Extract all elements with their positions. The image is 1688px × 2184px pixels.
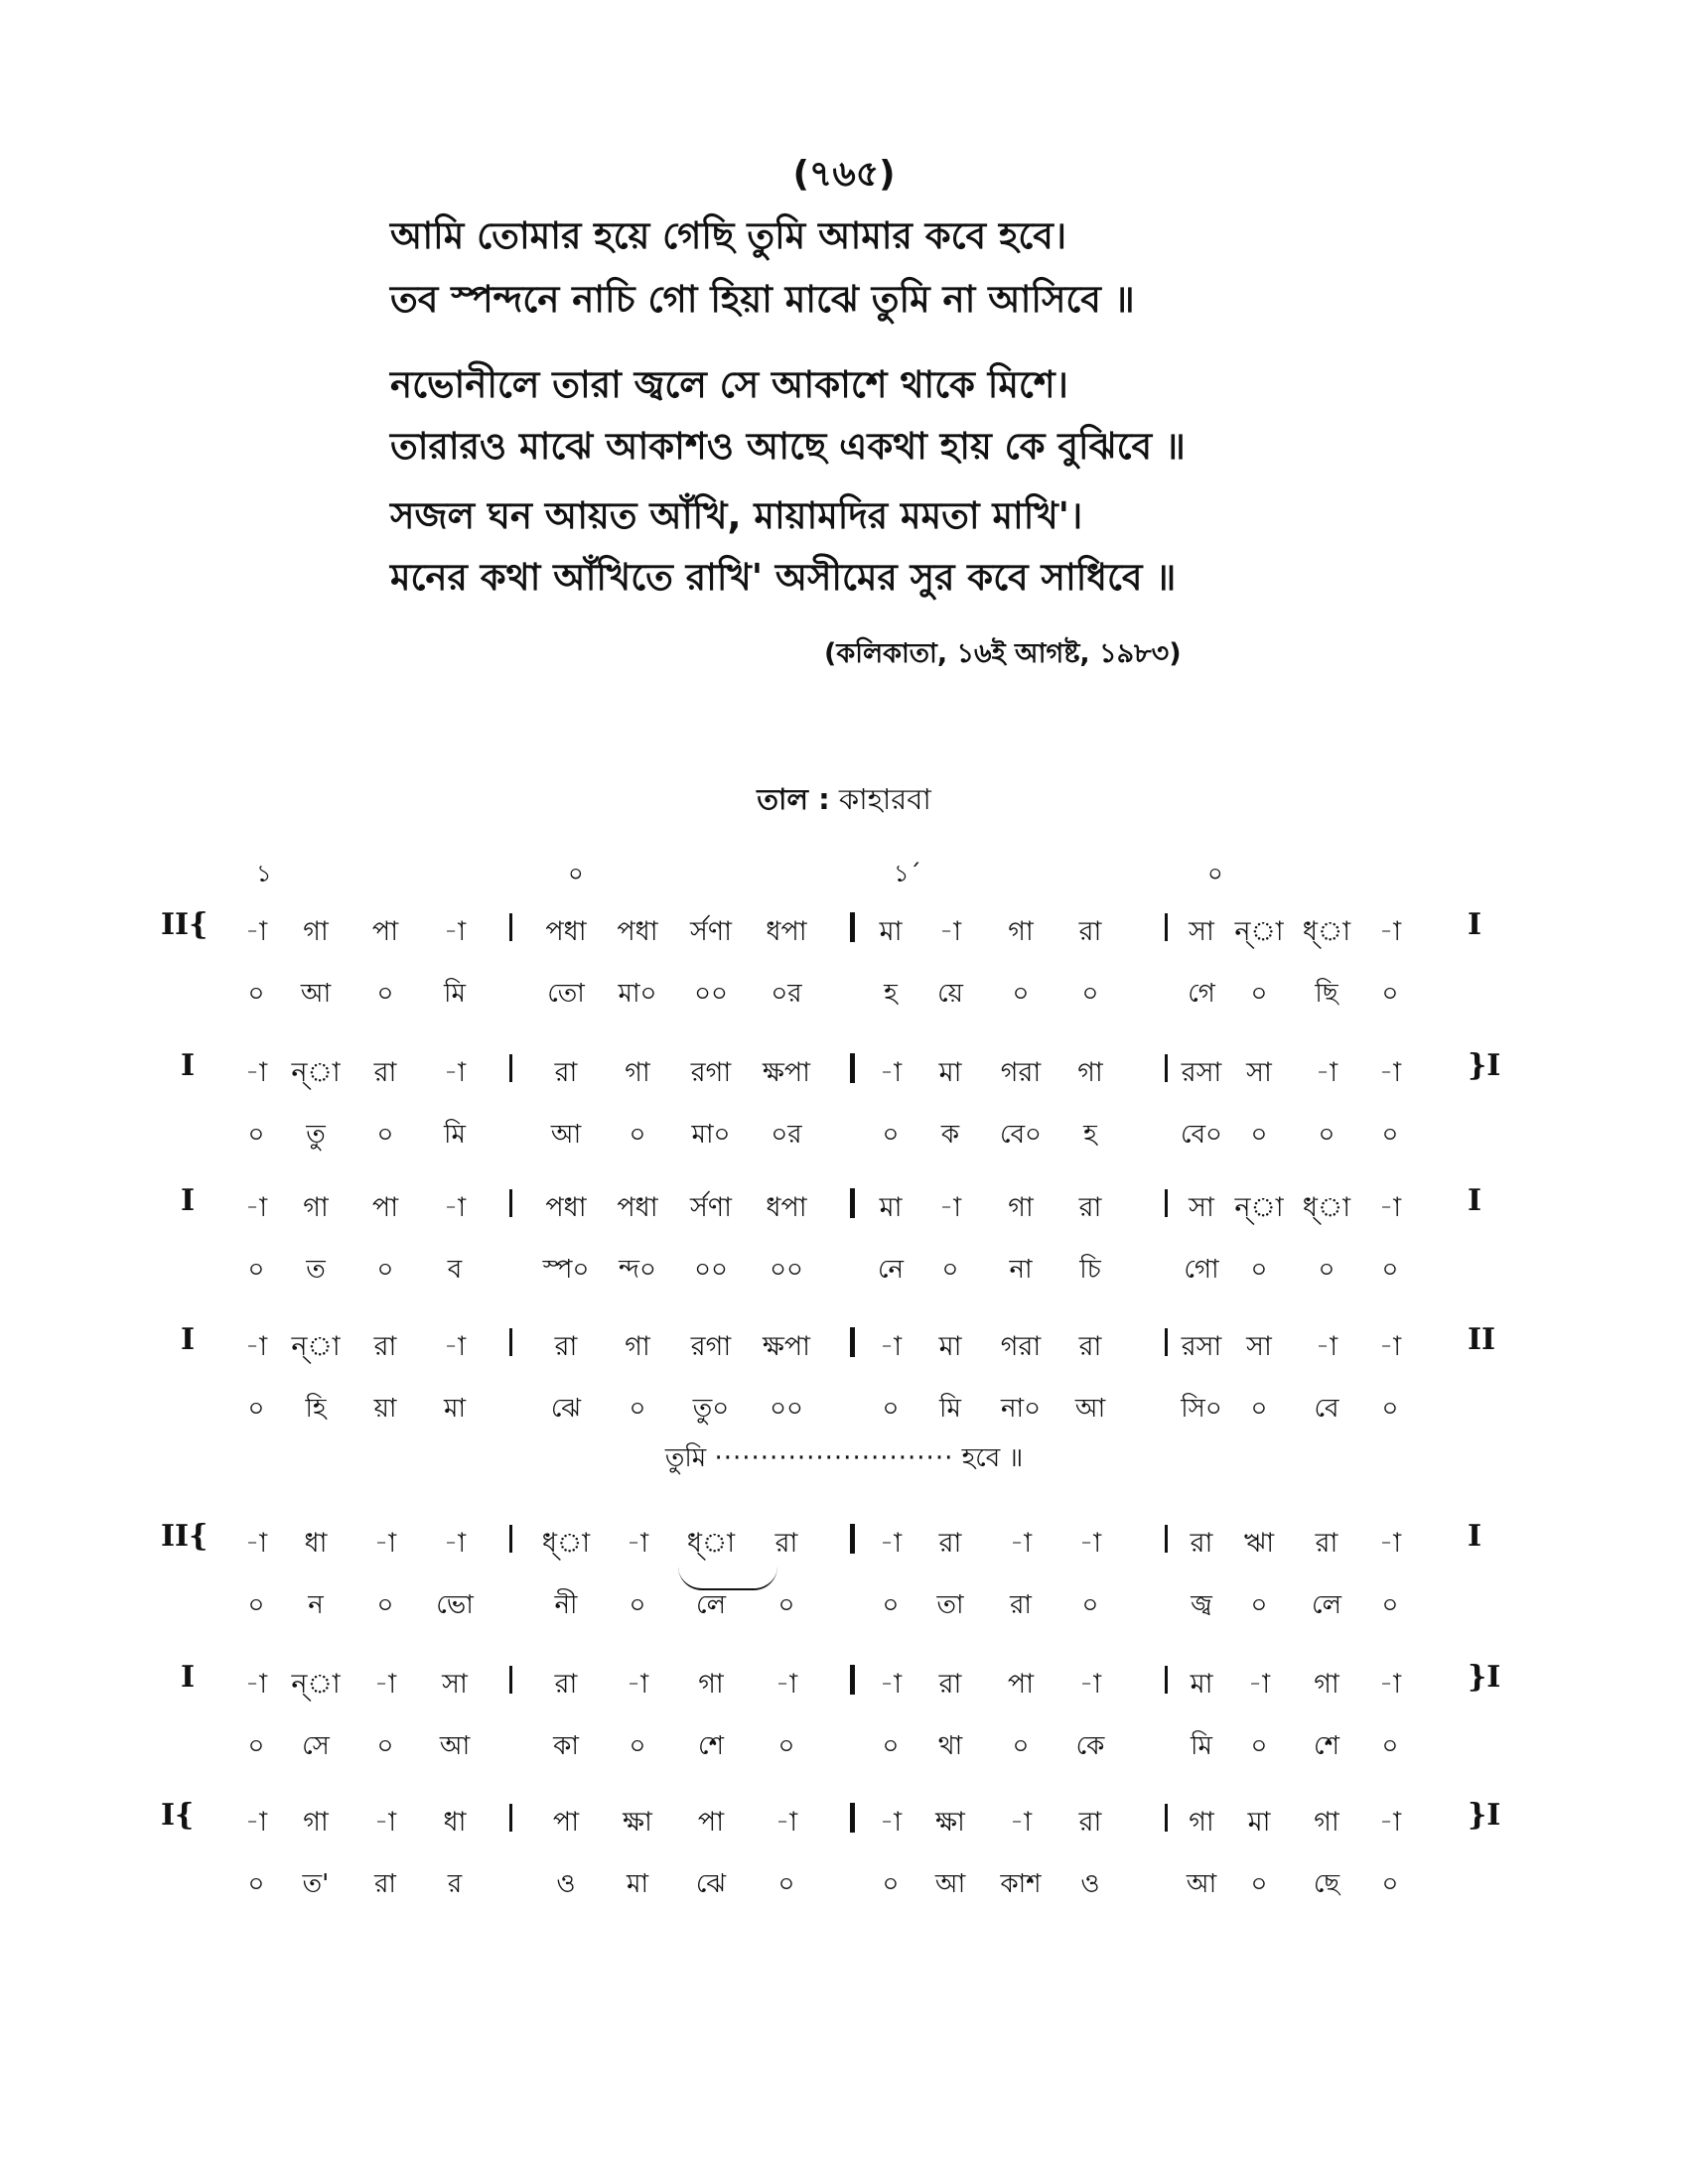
row-start-mark: I: [181, 1048, 196, 1083]
lyric-syllable: কাশ: [1000, 1869, 1042, 1899]
lyric-syllable: স্প০: [542, 1255, 590, 1285]
lyric-syllable: ০: [1250, 1120, 1268, 1150]
section-divider: [850, 1188, 855, 1218]
swara-note: পধা: [545, 916, 587, 947]
lyric-syllable: ও: [1080, 1869, 1100, 1899]
swara-note: রা: [1078, 1807, 1102, 1838]
beat-mark-3: ১´: [894, 860, 921, 887]
row-start-mark: II{: [161, 907, 209, 942]
lyric-syllable: মা: [444, 1394, 466, 1424]
lyric-syllable: র: [447, 1869, 463, 1899]
beat-divider: [509, 1189, 512, 1217]
swara-note: রা: [1078, 1192, 1102, 1223]
swara-note: -া: [244, 1331, 268, 1362]
swara-note: ধ্া: [1302, 1192, 1351, 1223]
lyric-syllable: লে: [696, 1590, 726, 1620]
swara-note: -া: [244, 1807, 268, 1838]
lyric-syllable: ০: [1381, 1255, 1399, 1285]
beat-divider: [1165, 1804, 1168, 1832]
swara-note: রসা: [1181, 1057, 1222, 1088]
beat-divider: [1165, 1054, 1168, 1082]
swara-note: -া: [1378, 1669, 1402, 1700]
swara-note: -া: [1247, 1669, 1271, 1700]
swara-note: রগা: [690, 1331, 732, 1362]
swara-note: রা: [1078, 916, 1102, 947]
lyric-line-3: নভোনীলে তারা জ্বলে সে আকাশে থাকে মিশে।: [390, 363, 1068, 406]
swara-note: পা: [552, 1807, 580, 1838]
beat-divider: [1165, 1328, 1168, 1356]
lyric-line-6: মনের কথা আঁখিতে রাখি' অসীমের সুর কবে সাধিবে ॥: [390, 556, 1177, 599]
lyric-syllable: শে: [1314, 1731, 1339, 1761]
lyric-syllable: সি০: [1181, 1394, 1222, 1424]
section-divider: [850, 1803, 855, 1833]
beat-divider: [509, 1328, 512, 1356]
swara-note: গা: [303, 1192, 329, 1223]
lyric-line-4: তারারও মাঝে আকাশও আছে একথা হায় কে বুঝিবে ॥: [390, 425, 1186, 468]
lyric-syllable: ০০: [694, 979, 728, 1009]
lyric-syllable: কা: [553, 1731, 579, 1761]
swara-note: -া: [626, 1669, 649, 1700]
lyric-syllable: ০: [376, 1590, 394, 1620]
swara-note: ধপা: [766, 916, 807, 947]
lyric-syllable: ব: [447, 1255, 463, 1285]
swara-note: মা: [879, 1192, 903, 1223]
swara-note: -া: [1078, 1669, 1102, 1700]
swara-note: ধপা: [766, 1192, 807, 1223]
tala-name: কাহারবা: [838, 782, 931, 816]
lyric-syllable: ০: [629, 1120, 646, 1150]
swara-note: রা: [938, 1528, 962, 1559]
lyric-syllable: ০: [882, 1731, 900, 1761]
lyric-syllable: মি: [444, 979, 466, 1009]
lyric-syllable: কে: [1075, 1731, 1105, 1761]
row-end-mark: I: [1468, 1183, 1482, 1218]
swara-note: -া: [879, 1331, 903, 1362]
swara-note: গরা: [1000, 1057, 1042, 1088]
lyric-syllable: ০: [1250, 1731, 1268, 1761]
swara-note: -া: [879, 1528, 903, 1559]
swara-note: ন্া: [291, 1331, 341, 1362]
lyric-syllable: ০র: [771, 1120, 802, 1150]
swara-note: রা: [1078, 1331, 1102, 1362]
row-start-mark: II{: [161, 1519, 209, 1554]
swara-note: মা: [879, 916, 903, 947]
swara-note: মা: [938, 1331, 962, 1362]
lyric-line-1: আমি তোমার হয়ে গেছি তুমি আমার কবে হবে।: [390, 214, 1067, 257]
page-number: (৭৬৫): [792, 154, 896, 195]
lyric-syllable: আ: [934, 1869, 966, 1899]
lyric-syllable: মি: [1191, 1731, 1212, 1761]
swara-note: -া: [938, 1192, 962, 1223]
lyric-syllable: শে: [698, 1731, 724, 1761]
lyric-syllable: ০: [247, 1120, 265, 1150]
swara-note: -া: [373, 1807, 397, 1838]
swara-note: গা: [1314, 1669, 1339, 1700]
lyric-syllable: না: [1009, 1255, 1033, 1285]
lyric-syllable: রা: [374, 1869, 396, 1899]
lyric-syllable: হ: [1083, 1120, 1097, 1150]
swara-note: -া: [774, 1807, 798, 1838]
lyric-syllable: ০: [1381, 979, 1399, 1009]
lyric-syllable: আ: [1074, 1394, 1106, 1424]
lyric-syllable: ০: [777, 1590, 795, 1620]
swara-note: পধা: [545, 1192, 587, 1223]
row-end-mark: II: [1468, 1322, 1496, 1357]
interlude-line: [0, 1437, 1688, 1481]
lyric-syllable: ০০: [770, 1394, 803, 1424]
lyric-syllable: তু০: [692, 1394, 730, 1424]
swara-note: সা: [1189, 916, 1214, 947]
lyric-syllable: য়া: [373, 1394, 397, 1424]
swara-note: গা: [1189, 1807, 1214, 1838]
swara-note: রা: [1190, 1528, 1213, 1559]
beat-divider: [509, 1804, 512, 1832]
swara-note: গরা: [1000, 1331, 1042, 1362]
beat-divider: [509, 1054, 512, 1082]
row-start-mark: I: [181, 1660, 196, 1695]
swara-note: -া: [938, 916, 962, 947]
swara-note: ক্ষা: [623, 1807, 652, 1838]
lyric-syllable: ০: [247, 1255, 265, 1285]
lyric-syllable: ত: [306, 1255, 326, 1285]
swara-note: -া: [373, 1669, 397, 1700]
lyric-syllable: জ্ব: [1191, 1590, 1212, 1620]
swara-note: গা: [1008, 916, 1034, 947]
swara-note: গা: [1008, 1192, 1034, 1223]
lyric-syllable: ঝে: [695, 1869, 727, 1899]
swara-note: পা: [697, 1807, 725, 1838]
lyric-syllable: ০: [247, 1394, 265, 1424]
lyric-syllable: থা: [937, 1731, 963, 1761]
lyric-syllable: ০: [1250, 1590, 1268, 1620]
lyric-syllable: আ: [550, 1120, 582, 1150]
swara-note: ক্ষা: [935, 1807, 965, 1838]
lyric-line-2: তব স্পন্দনে নাচি গো হিয়া মাঝে তুমি না আসিবে ॥: [390, 278, 1135, 321]
lyric-syllable: তু: [306, 1120, 326, 1150]
swara-note: গা: [1077, 1057, 1103, 1088]
swara-note: পা: [371, 916, 399, 947]
lyric-syllable: ০: [247, 1869, 265, 1899]
swara-note: -া: [244, 916, 268, 947]
lyric-syllable: ত': [302, 1869, 330, 1899]
row-start-mark: I: [181, 1322, 196, 1357]
lyric-syllable: ০: [1081, 979, 1099, 1009]
swara-note: সা: [442, 1669, 468, 1700]
lyric-syllable: মা০: [691, 1120, 731, 1150]
beat-divider: [509, 1525, 512, 1553]
lyric-syllable: গো: [1184, 1255, 1219, 1285]
section-divider: [850, 1053, 855, 1083]
swara-note: রা: [554, 1331, 578, 1362]
swara-note: -া: [373, 1528, 397, 1559]
swara-note: -া: [1378, 1192, 1402, 1223]
swara-note: গা: [1314, 1807, 1339, 1838]
lyric-syllable: ০: [1318, 1120, 1336, 1150]
slur-mark: [678, 1567, 777, 1590]
beat-divider: [1165, 1189, 1168, 1217]
lyric-syllable: য়ে: [937, 979, 963, 1009]
swara-note: ন্া: [291, 1057, 341, 1088]
swara-note: -া: [879, 1057, 903, 1088]
interlude-start: তুমি: [664, 1443, 707, 1473]
lyric-syllable: ০: [1250, 1255, 1268, 1285]
swara-note: -া: [443, 1192, 467, 1223]
swara-note: মা: [1247, 1807, 1271, 1838]
lyric-syllable: ০: [1381, 1120, 1399, 1150]
swara-note: গা: [303, 916, 329, 947]
beat-divider: [509, 913, 512, 941]
lyric-syllable: ০০: [770, 1255, 803, 1285]
row-end-mark: }I: [1468, 1798, 1501, 1833]
swara-note: -া: [1378, 916, 1402, 947]
lyric-syllable: আ: [300, 979, 332, 1009]
lyric-syllable: ০: [376, 1120, 394, 1150]
swara-note: ক্ষপা: [762, 1331, 811, 1362]
swara-note: -া: [443, 916, 467, 947]
lyric-syllable: ০: [1012, 979, 1030, 1009]
beat-mark-4: ০: [1207, 860, 1223, 887]
row-end-mark: }I: [1468, 1048, 1501, 1083]
lyric-syllable: ও: [556, 1869, 576, 1899]
swara-note: -া: [879, 1807, 903, 1838]
swara-note: -া: [774, 1669, 798, 1700]
lyric-syllable: ০: [247, 1731, 265, 1761]
swara-note: মা: [1190, 1669, 1213, 1700]
lyric-syllable: আ: [439, 1731, 471, 1761]
lyric-syllable: ০: [629, 1590, 646, 1620]
lyric-syllable: ০: [1250, 979, 1268, 1009]
lyric-syllable: তো: [547, 979, 585, 1009]
swara-note: র্সণা: [690, 1192, 732, 1223]
swara-note: ন্া: [1234, 916, 1284, 947]
swara-note: সা: [1246, 1057, 1272, 1088]
lyric-syllable: ০: [376, 1731, 394, 1761]
swara-note: ন্া: [1234, 1192, 1284, 1223]
lyric-syllable: ন্দ০: [619, 1255, 656, 1285]
row-start-mark: I: [181, 1183, 196, 1218]
lyric-syllable: মি: [939, 1394, 961, 1424]
beat-divider: [509, 1666, 512, 1694]
beat-mark-2: ০: [568, 860, 584, 887]
lyric-syllable: ০: [1250, 1394, 1268, 1424]
swara-note: -া: [244, 1528, 268, 1559]
lyric-syllable: ছে: [1313, 1869, 1340, 1899]
beat-divider: [1165, 1525, 1168, 1553]
swara-note: ধ্া: [541, 1528, 591, 1559]
lyric-syllable: ০: [882, 1590, 900, 1620]
swara-note: রা: [774, 1528, 798, 1559]
swara-note: রা: [373, 1331, 397, 1362]
swara-note: ক্ষপা: [762, 1057, 811, 1088]
swara-note: -া: [244, 1057, 268, 1088]
lyric-syllable: ০: [1012, 1731, 1030, 1761]
lyric-syllable: না০: [1001, 1394, 1041, 1424]
row-start-mark: I{: [161, 1798, 195, 1833]
swara-note: গা: [698, 1669, 724, 1700]
swara-note: রসা: [1181, 1331, 1222, 1362]
lyric-syllable: নী: [554, 1590, 578, 1620]
swara-note: সা: [1189, 1192, 1214, 1223]
lyric-syllable: আ: [1186, 1869, 1217, 1899]
lyric-syllable: ০: [247, 1590, 265, 1620]
swara-note: -া: [244, 1192, 268, 1223]
section-divider: [850, 1327, 855, 1357]
lyric-syllable: মা০: [618, 979, 657, 1009]
lyric-syllable: ০: [941, 1255, 959, 1285]
lyric-syllable: ০: [1381, 1590, 1399, 1620]
swara-note: -া: [1009, 1528, 1033, 1559]
swara-note: -া: [1378, 1807, 1402, 1838]
lyric-syllable: ০০: [694, 1255, 728, 1285]
swara-note: -া: [1009, 1807, 1033, 1838]
lyric-syllable: ০: [1381, 1394, 1399, 1424]
lyric-syllable: মা: [627, 1869, 648, 1899]
beat-divider: [1165, 1666, 1168, 1694]
swara-note: ঋা: [1243, 1528, 1275, 1559]
lyric-syllable: রা: [1010, 1590, 1032, 1620]
swara-note: -া: [626, 1528, 649, 1559]
lyric-syllable: ঝে: [550, 1394, 582, 1424]
swara-note: রা: [554, 1669, 578, 1700]
lyric-syllable: ০: [629, 1394, 646, 1424]
tala-heading: [0, 777, 1688, 826]
row-end-mark: I: [1468, 1519, 1482, 1554]
lyric-syllable: ০: [247, 979, 265, 1009]
date-line: (কলিকাতা, ১৬ই আগষ্ট, ১৯৮৩): [824, 638, 1182, 669]
swara-note: পধা: [617, 916, 658, 947]
lyric-syllable: বে: [1314, 1394, 1339, 1424]
swara-note: রা: [554, 1057, 578, 1088]
swara-note: -া: [1315, 1331, 1338, 1362]
interlude-end: হবে ॥: [961, 1443, 1024, 1473]
lyric-syllable: লে: [1312, 1590, 1341, 1620]
lyric-syllable: নে: [877, 1255, 905, 1285]
swara-note: পধা: [617, 1192, 658, 1223]
tala-label: তাল :: [757, 782, 830, 816]
swara-note: -া: [1315, 1057, 1338, 1088]
swara-note: -া: [443, 1331, 467, 1362]
lyric-syllable: ক: [940, 1120, 960, 1150]
row-end-mark: }I: [1468, 1660, 1501, 1695]
swara-note: র্সণা: [690, 916, 732, 947]
interlude-dots: ··························: [714, 1443, 954, 1473]
swara-note: -া: [244, 1669, 268, 1700]
swara-note: -া: [1078, 1528, 1102, 1559]
swara-note: -া: [1378, 1331, 1402, 1362]
swara-note: ধা: [304, 1528, 328, 1559]
lyric-syllable: হি: [305, 1394, 327, 1424]
swara-note: -া: [1378, 1057, 1402, 1088]
swara-note: রা: [938, 1669, 962, 1700]
swara-note: গা: [303, 1807, 329, 1838]
lyric-syllable: হ: [884, 979, 898, 1009]
lyric-syllable: মি: [444, 1120, 466, 1150]
lyric-syllable: ০: [882, 1869, 900, 1899]
swara-note: -া: [443, 1528, 467, 1559]
swara-note: -া: [879, 1669, 903, 1700]
lyric-syllable: ন: [308, 1590, 324, 1620]
lyric-syllable: ভো: [436, 1590, 474, 1620]
lyric-syllable: ০: [777, 1869, 795, 1899]
beat-mark-1: ১: [256, 860, 272, 887]
lyric-syllable: সে: [302, 1731, 330, 1761]
lyric-syllable: ছি: [1315, 979, 1338, 1009]
swara-note: সা: [1246, 1331, 1272, 1362]
lyric-syllable: ০: [1318, 1255, 1336, 1285]
lyric-syllable: গে: [1188, 979, 1215, 1009]
swara-note: রগা: [690, 1057, 732, 1088]
swara-note: ধ্া: [1302, 916, 1351, 947]
lyric-syllable: ০: [376, 1255, 394, 1285]
lyric-syllable: বে০: [1181, 1120, 1222, 1150]
swara-note: -া: [443, 1057, 467, 1088]
swara-note: -া: [1378, 1528, 1402, 1559]
lyric-syllable: ০: [882, 1394, 900, 1424]
lyric-syllable: ০: [376, 979, 394, 1009]
beat-divider: [1165, 913, 1168, 941]
swara-note: রা: [1315, 1528, 1338, 1559]
lyric-syllable: ০: [1250, 1869, 1268, 1899]
lyric-syllable: তা: [936, 1590, 964, 1620]
lyric-syllable: ০: [1381, 1869, 1399, 1899]
lyric-syllable: ০র: [771, 979, 802, 1009]
swara-note: পা: [371, 1192, 399, 1223]
lyric-syllable: চি: [1079, 1255, 1101, 1285]
swara-note: পা: [1007, 1669, 1035, 1700]
swara-note: ন্া: [291, 1669, 341, 1700]
lyric-syllable: ০: [882, 1120, 900, 1150]
lyric-syllable: ০: [1081, 1590, 1099, 1620]
lyric-line-5: সজল ঘন আয়ত আঁখি, মায়ামদির মমতা মাখি'।: [390, 494, 1083, 537]
section-divider: [850, 1665, 855, 1695]
swara-note: মা: [938, 1057, 962, 1088]
lyric-syllable: ০: [629, 1731, 646, 1761]
swara-note: গা: [625, 1057, 650, 1088]
row-end-mark: I: [1468, 907, 1482, 942]
swara-note: ধা: [443, 1807, 467, 1838]
lyric-syllable: বে০: [1000, 1120, 1042, 1150]
lyric-syllable: ০: [777, 1731, 795, 1761]
section-divider: [850, 1524, 855, 1554]
lyric-syllable: ০: [1381, 1731, 1399, 1761]
section-divider: [850, 912, 855, 942]
swara-note: গা: [625, 1331, 650, 1362]
swara-note: ধ্া: [686, 1528, 736, 1559]
swara-note: রা: [373, 1057, 397, 1088]
